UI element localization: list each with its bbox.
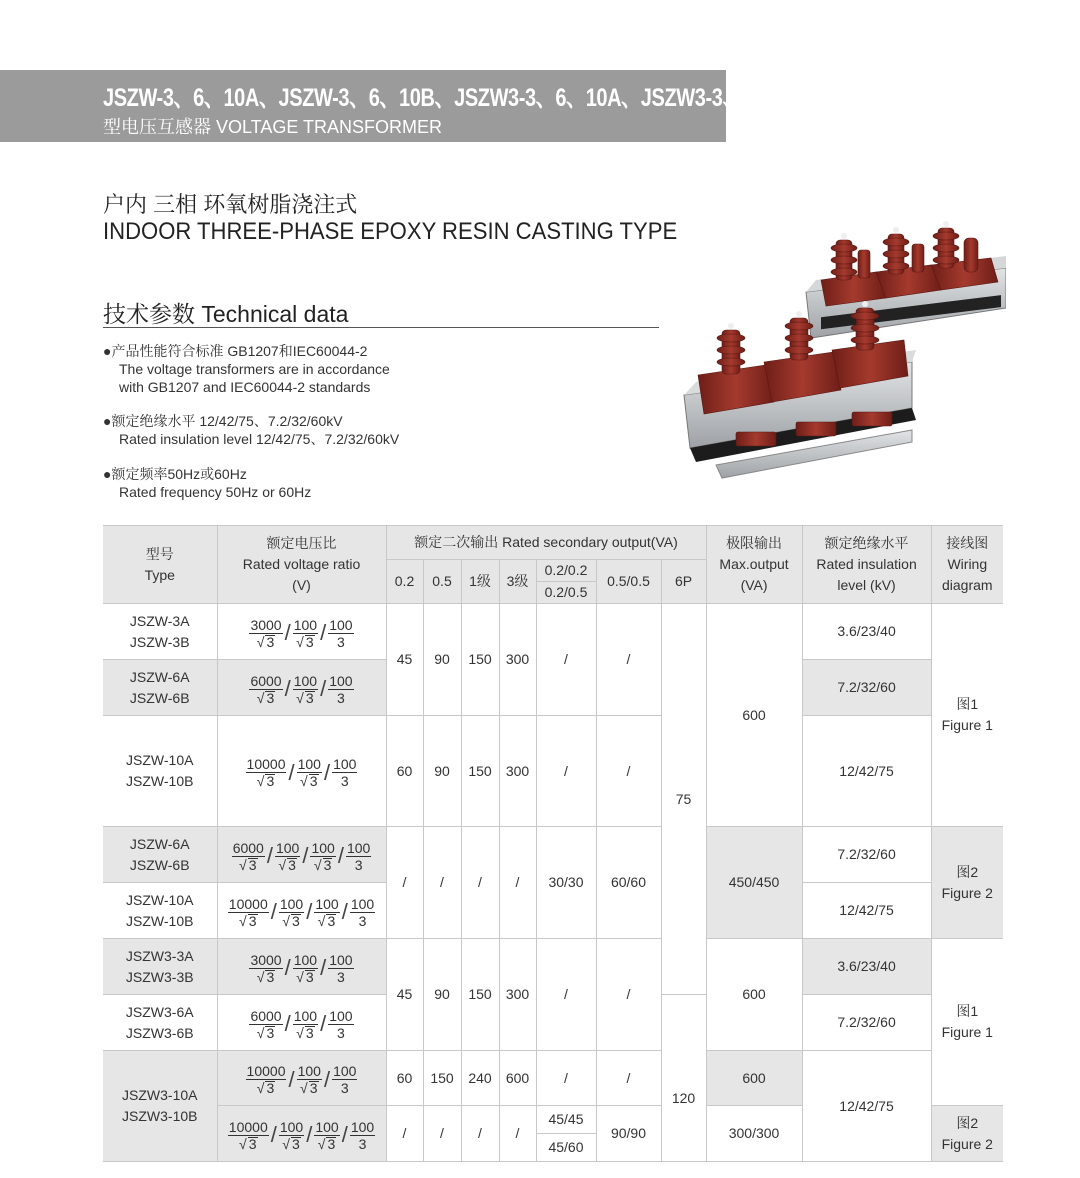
value-cell: / xyxy=(536,1051,596,1106)
wiring-cell: 图2 Figure 2 xyxy=(931,1106,1003,1162)
value-cell: 90 xyxy=(423,604,461,716)
value-cell: 600 xyxy=(499,1051,536,1106)
heading-chinese: 户内 三相 环氧树脂浇注式 xyxy=(103,192,358,217)
header-class-05-05: 0.5/0.5 xyxy=(596,560,661,604)
value-cell: / xyxy=(423,827,461,939)
bullet-en: The voltage transformers are in accordance xyxy=(119,361,390,377)
value-cell: / xyxy=(461,827,499,939)
ratio-cell: 10000 √ 3 / 100 √ 3 / 100 3 xyxy=(217,716,386,827)
value-cell: 45/45 45/60 xyxy=(536,1106,596,1162)
value-cell: / xyxy=(461,1106,499,1162)
value-cell: 150 xyxy=(461,716,499,827)
value-cell-6p: 120 xyxy=(661,995,706,1162)
header-class-1: 1级 xyxy=(461,560,499,604)
value-cell-6p: 75 xyxy=(661,604,706,995)
bullet-en: Rated frequency 50Hz or 60Hz xyxy=(119,484,312,500)
technical-data-title: 技术参数 Technical data xyxy=(103,301,349,327)
value-cell: / xyxy=(596,939,661,1051)
table-row xyxy=(103,939,1003,995)
ratio-cell: 3000 √ 3 / 100 √ 3 / 100 3 xyxy=(217,604,386,660)
insulation-cell: 12/42/75 xyxy=(802,1051,931,1162)
value-cell: / xyxy=(536,604,596,716)
header-class-0-5: 0.5 xyxy=(423,560,461,604)
wiring-cell: 图1 Figure 1 xyxy=(931,939,1003,1106)
value-cell: 300 xyxy=(499,716,536,827)
value-cell: 30/30 xyxy=(536,827,596,939)
ratio-cell: 6000 √ 3 / 100 √ 3 / 100 3 xyxy=(217,995,386,1051)
header-max-output: 极限输出 Max.output (VA) xyxy=(706,526,802,604)
header-wiring: 接线图 Wiring diagram xyxy=(931,526,1003,604)
insulation-cell: 7.2/32/60 xyxy=(802,995,931,1051)
title-banner xyxy=(0,70,808,142)
ratio-cell: 10000 √ 3 / 100 √ 3 / 100 3 xyxy=(217,1051,386,1106)
bullet-standards xyxy=(103,342,390,396)
header-output: 额定二次输出 Rated secondary output(VA) xyxy=(386,526,706,560)
value-cell: / xyxy=(596,604,661,716)
max-output-cell: 600 xyxy=(706,1051,802,1106)
value-cell: 45 xyxy=(386,939,423,1051)
header-class-02-02: 0.2/0.2 xyxy=(536,560,596,582)
header-class-3: 3级 xyxy=(499,560,536,604)
max-output-cell: 300/300 xyxy=(706,1106,802,1162)
bullet-cn: ●额定绝缘水平 12/42/75、7.2/32/60kV xyxy=(103,413,343,429)
bullet-en: Rated insulation level 12/42/75、7.2/32/60kV xyxy=(119,431,400,447)
ratio-cell: 10000 √ 3 / 100 √ 3 / 100 √ 3 / 100 3 xyxy=(217,883,386,939)
header-type: 型号 Type xyxy=(103,526,217,604)
header-ratio: 额定电压比 Rated voltage ratio (V) xyxy=(217,526,386,604)
type-cell: JSZW-6A JSZW-6B xyxy=(103,827,217,883)
insulation-cell: 3.6/23/40 xyxy=(802,604,931,660)
value-cell: 150 xyxy=(423,1051,461,1106)
type-cell: JSZW-10A JSZW-10B xyxy=(103,883,217,939)
insulation-cell: 12/42/75 xyxy=(802,883,931,939)
table-row xyxy=(103,716,1003,827)
value-cell: 90 xyxy=(423,716,461,827)
value-cell: 300 xyxy=(499,604,536,716)
ratio-cell: 10000 √ 3 / 100 √ 3 / 100 √ 3 / 100 3 xyxy=(217,1106,386,1162)
insulation-cell: 7.2/32/60 xyxy=(802,660,931,716)
heading-english: INDOOR THREE-PHASE EPOXY RESIN CASTING TYPE xyxy=(103,218,678,245)
max-output-cell: 600 xyxy=(706,939,802,1051)
type-cell: JSZW3-6A JSZW3-6B xyxy=(103,995,217,1051)
type-cell: JSZW-10A JSZW-10B xyxy=(103,716,217,827)
divider xyxy=(103,327,659,328)
max-output-cell: 600 xyxy=(706,604,802,827)
header-class-02-05: 0.2/0.5 xyxy=(536,582,596,604)
type-cell: JSZW-3A JSZW-3B xyxy=(103,604,217,660)
table-row xyxy=(103,827,1003,883)
type-cell: JSZW-6A JSZW-6B xyxy=(103,660,217,716)
product-title: JSZW-3、6、10A、JSZW-3、6、10B、JSZW3-3、6、10A、JSZW3-3、6、10B xyxy=(103,84,808,112)
value-cell: / xyxy=(386,827,423,939)
technical-data-table xyxy=(103,525,1003,1162)
product-photo xyxy=(676,210,1006,495)
ratio-cell: 6000 √ 3 / 100 √ 3 / 100 3 xyxy=(217,660,386,716)
ratio-cell: 6000 √ 3 / 100 √ 3 / 100 √ 3 / 100 3 xyxy=(217,827,386,883)
table-row xyxy=(103,604,1003,660)
insulation-cell: 3.6/23/40 xyxy=(802,939,931,995)
value-cell: / xyxy=(596,716,661,827)
value-cell: / xyxy=(499,1106,536,1162)
value-cell: 240 xyxy=(461,1051,499,1106)
max-output-cell: 450/450 xyxy=(706,827,802,939)
header-class-0-2: 0.2 xyxy=(386,560,423,604)
bullet-insulation xyxy=(103,412,399,448)
bullet-frequency xyxy=(103,465,311,501)
value-cell: / xyxy=(423,1106,461,1162)
value-cell: 60 xyxy=(386,716,423,827)
wiring-cell: 图2 Figure 2 xyxy=(931,827,1003,939)
type-cell: JSZW3-10A JSZW3-10B xyxy=(103,1051,217,1162)
value-cell: 60/60 xyxy=(596,827,661,939)
value-cell: 300 xyxy=(499,939,536,1051)
value-cell: 150 xyxy=(461,604,499,716)
table-row xyxy=(103,1051,1003,1106)
value-cell: 150 xyxy=(461,939,499,1051)
value-cell: 45 xyxy=(386,604,423,716)
product-subtitle: 型电压互感器 VOLTAGE TRANSFORMER xyxy=(103,117,443,137)
value-cell: / xyxy=(499,827,536,939)
value-cell: 60 xyxy=(386,1051,423,1106)
header-insulation: 额定绝缘水平 Rated insulation level (kV) xyxy=(802,526,931,604)
header-class-6p: 6P xyxy=(661,560,706,604)
table-header-row xyxy=(103,526,1003,560)
ratio-cell: 3000 √ 3 / 100 √ 3 / 100 3 xyxy=(217,939,386,995)
insulation-cell: 7.2/32/60 xyxy=(802,827,931,883)
value-cell: 90 xyxy=(423,939,461,1051)
wiring-cell: 图1 Figure 1 xyxy=(931,604,1003,827)
insulation-cell: 12/42/75 xyxy=(802,716,931,827)
value-cell: / xyxy=(536,716,596,827)
bullet-cn: ●额定频率50Hz或60Hz xyxy=(103,466,247,482)
bullet-en: with GB1207 and IEC60044-2 standards xyxy=(119,379,371,395)
value-cell: / xyxy=(596,1051,661,1106)
value-cell: / xyxy=(536,939,596,1051)
value-cell: / xyxy=(386,1106,423,1162)
bullet-cn: ●产品性能符合标准 GB1207和IEC60044-2 xyxy=(103,343,368,359)
type-cell: JSZW3-3A JSZW3-3B xyxy=(103,939,217,995)
value-cell: 90/90 xyxy=(596,1106,661,1162)
